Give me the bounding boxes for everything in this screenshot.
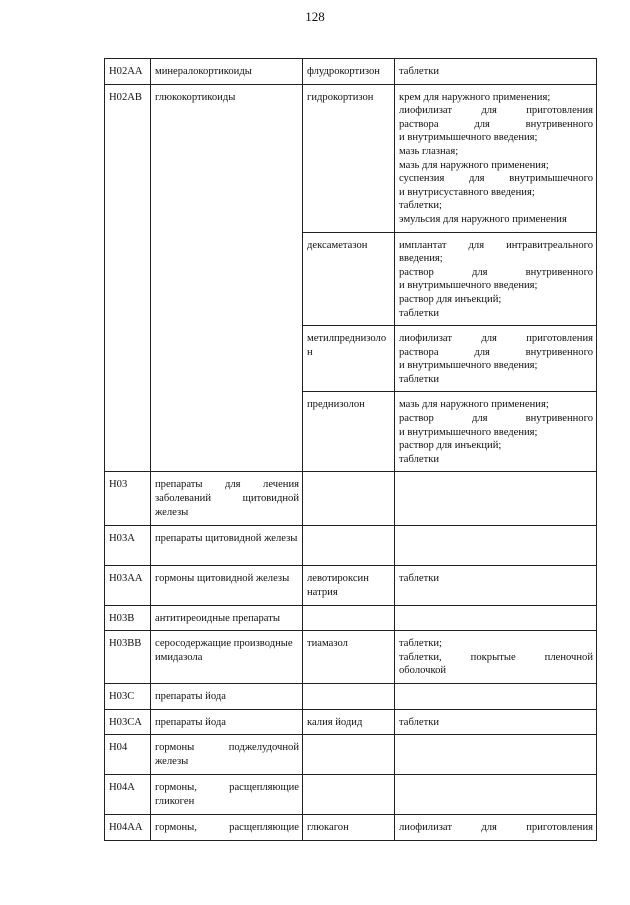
table-row bbox=[105, 735, 597, 775]
group-name: гормоны, расщепляющие bbox=[151, 815, 303, 841]
table-row bbox=[105, 472, 597, 526]
dosage-form-line: и внутримышечного введения; bbox=[399, 280, 538, 292]
drug-name bbox=[303, 526, 395, 566]
dosage-form-line: лиофилизат для приготовления bbox=[399, 105, 593, 117]
drug-name bbox=[303, 684, 395, 710]
dosage-form-line: раствора для внутривенного bbox=[399, 118, 593, 130]
dosage-form-line: мазь для наружного применения; bbox=[399, 159, 549, 171]
dosage-forms bbox=[395, 605, 597, 631]
dosage-forms bbox=[395, 775, 597, 815]
drug-name: левотироксин натрия bbox=[303, 566, 395, 605]
drug-name: глюкагон bbox=[303, 815, 395, 841]
atc-code: H03B bbox=[105, 605, 151, 631]
dosage-forms bbox=[395, 709, 597, 735]
atc-code: H03 bbox=[105, 472, 151, 526]
atc-code: H02AB bbox=[105, 84, 151, 472]
dosage-form-line: раствор для внутривенного bbox=[399, 266, 593, 278]
group-name: препараты йода bbox=[151, 684, 303, 710]
dosage-form-line: таблетки bbox=[399, 307, 440, 319]
dosage-forms bbox=[395, 326, 597, 392]
table-row bbox=[105, 684, 597, 710]
atc-code: H03AA bbox=[105, 566, 151, 605]
atc-code: H04AA bbox=[105, 815, 151, 841]
dosage-form-line: таблетки; bbox=[399, 638, 442, 650]
group-name: глюкокортикоиды bbox=[151, 84, 303, 472]
drug-name: гидрокортизон bbox=[303, 84, 395, 232]
drug-name: тиамазол bbox=[303, 631, 395, 684]
dosage-forms bbox=[395, 59, 597, 85]
drug-name: калия йодид bbox=[303, 709, 395, 735]
drug-name bbox=[303, 605, 395, 631]
dosage-form-line: лиофилизат для приготовления bbox=[399, 333, 593, 345]
dosage-form-line: таблетки bbox=[399, 66, 440, 77]
group-name: гормоны, расщепляющие гликоген bbox=[151, 775, 303, 815]
table-row bbox=[105, 775, 597, 815]
dosage-form-line: крем для наружного применения; bbox=[399, 91, 551, 103]
atc-code: H04 bbox=[105, 735, 151, 775]
page-number: 128 bbox=[305, 9, 325, 24]
group-name: минералокортикоиды bbox=[151, 59, 303, 85]
dosage-form-line: имплантат для интравитреального bbox=[399, 239, 593, 251]
atc-code: H03A bbox=[105, 526, 151, 566]
dosage-forms bbox=[395, 631, 597, 684]
dosage-form-line: лиофилизат для приготовления bbox=[399, 822, 593, 834]
dosage-form-line: раствор для инъекций; bbox=[399, 293, 502, 305]
dosage-form-line: мазь глазная; bbox=[399, 145, 459, 157]
drug-name bbox=[303, 326, 395, 392]
table-row bbox=[105, 526, 597, 566]
dosage-form-line: мазь для наружного применения; bbox=[399, 399, 549, 411]
dosage-forms bbox=[395, 232, 597, 326]
dosage-form-line: раствор для внутривенного bbox=[399, 413, 593, 425]
atc-code: H03CA bbox=[105, 709, 151, 735]
drug-name bbox=[303, 735, 395, 775]
dosage-forms bbox=[395, 392, 597, 472]
dosage-form-line: суспензия для внутримышечного bbox=[399, 173, 593, 185]
table-row bbox=[105, 709, 597, 735]
dosage-forms bbox=[395, 566, 597, 605]
dosage-form-line: и внутримышечного введения; bbox=[399, 132, 538, 144]
table-row bbox=[105, 84, 597, 232]
dosage-form-line: таблетки bbox=[399, 573, 440, 585]
dosage-forms bbox=[395, 735, 597, 775]
dosage-form-line: раствор для инъекций; bbox=[399, 440, 502, 452]
drug-name: флудрокортизон bbox=[303, 59, 395, 85]
dosage-form-line: таблетки, покрытые пленочной bbox=[399, 651, 593, 663]
dosage-form-line: таблетки bbox=[399, 373, 440, 385]
dosage-forms bbox=[395, 815, 597, 841]
dosage-form-line: и внутримышечного введения; bbox=[399, 426, 538, 438]
dosage-form-line: таблетки; bbox=[399, 200, 442, 212]
atc-code: H03BB bbox=[105, 631, 151, 684]
drug-name-text: метилпреднизолон bbox=[307, 333, 387, 358]
drug-name bbox=[303, 775, 395, 815]
group-name: гормоны поджелудочной железы bbox=[151, 735, 303, 775]
dosage-form-line: таблетки bbox=[399, 453, 440, 465]
dosage-form-line: введения; bbox=[399, 253, 443, 265]
group-name: препараты щитовидной железы bbox=[151, 526, 303, 566]
table-row bbox=[105, 605, 597, 631]
table-row bbox=[105, 815, 597, 841]
atc-code: H02AA bbox=[105, 59, 151, 85]
dosage-form-line: раствора для внутривенного bbox=[399, 346, 593, 358]
table-row bbox=[105, 631, 597, 684]
drug-name: дексаметазон bbox=[303, 232, 395, 326]
dosage-forms bbox=[395, 472, 597, 526]
dosage-form-line: и внутрисуставного введения; bbox=[399, 186, 535, 198]
drug-name bbox=[303, 472, 395, 526]
dosage-forms bbox=[395, 84, 597, 232]
drug-table bbox=[104, 58, 597, 841]
table-row bbox=[105, 566, 597, 605]
group-name: гормоны щитовидной железы bbox=[151, 566, 303, 605]
dosage-form-line: и внутримышечного введения; bbox=[399, 360, 538, 372]
dosage-forms bbox=[395, 526, 597, 566]
dosage-form-line: оболочкой bbox=[399, 665, 447, 677]
atc-code: H04A bbox=[105, 775, 151, 815]
group-name: серосодержащие производные имидазола bbox=[151, 631, 303, 684]
group-name: препараты для лечения заболеваний щитовидной железы bbox=[151, 472, 303, 526]
dosage-forms bbox=[395, 684, 597, 710]
dosage-form-line: таблетки bbox=[399, 716, 440, 728]
dosage-form-line: эмульсия для наружного применения bbox=[399, 213, 567, 225]
group-name: антитиреоидные препараты bbox=[151, 605, 303, 631]
drug-name: преднизолон bbox=[303, 392, 395, 472]
group-name: препараты йода bbox=[151, 709, 303, 735]
table-row bbox=[105, 59, 597, 85]
atc-code: H03C bbox=[105, 684, 151, 710]
